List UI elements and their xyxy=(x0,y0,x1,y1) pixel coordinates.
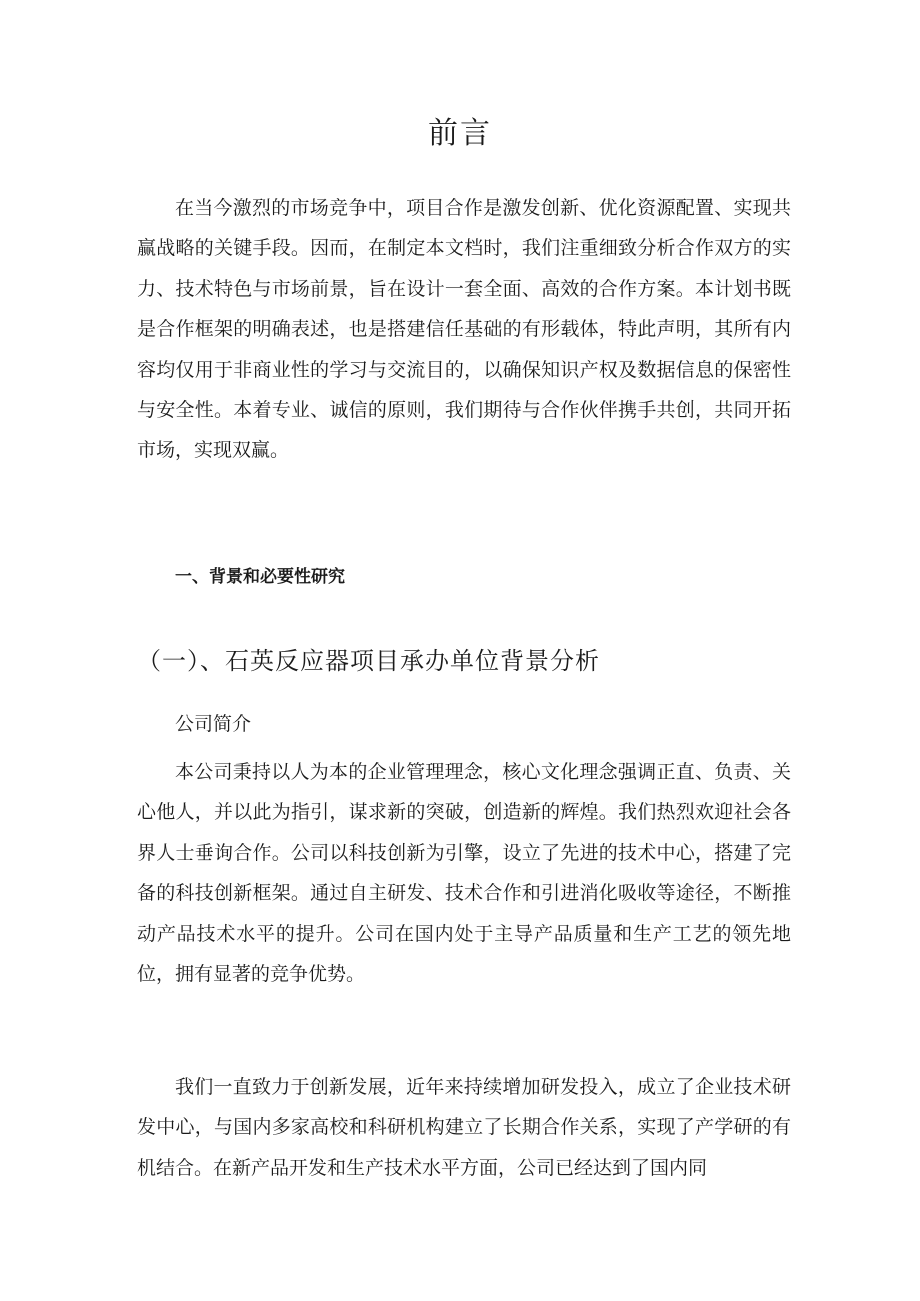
company-profile-heading: 公司简介 xyxy=(175,713,252,735)
section-heading: 一、背景和必要性研究 xyxy=(175,567,345,587)
page-title: 前言 xyxy=(428,116,492,151)
company-intro-paragraph-2: 我们一直致力于创新发展，近年来持续增加研发投入，成立了企业技术研发中心，与国内多家高校和科研机构建立了长期合作关系，实现了产学研的有机结合。在新产品开发和生产技术水平方面，公司已经达到了国内同 xyxy=(137,1076,791,1179)
company-intro-paragraph-1: 本公司秉持以人为本的企业管理理念，核心文化理念强调正直、负责、关心他人，并以此为指引，谋求新的突破，创造新的辉煌。我们热烈欢迎社会各界人士垂询合作。公司以科技创新为引擎，设立了先进的技术中心，搭建了完备的科技创新框架。通过自主研发、技术合作和引进消化吸收等途径，不断推动产品技术水平的提升。公司在国内处于主导产品质量和生产工艺的领先地位，拥有显著的竞争优势。 xyxy=(137,761,791,986)
preface-paragraph: 在当今激烈的市场竞争中，项目合作是激发创新、优化资源配置、实现共赢战略的关键手段。因而，在制定本文档时，我们注重细致分析合作双方的实力、技术特色与市场前景，旨在设计一套全面、高效的合作方案。本计划书既是合作框架的明确表述，也是搭建信任基础的有形载体，特此声明，其所有内容均仅用于非商业性的学习与交流目的，以确保知识产权及数据信息的保密性与安全性。本着专业、诚信的原则，我们期待与合作伙伴携手共创，共同开拓市场，实现双赢。 xyxy=(137,197,791,462)
subsection-heading: （一）、石英反应器项目承办单位背景分析 xyxy=(137,647,600,675)
